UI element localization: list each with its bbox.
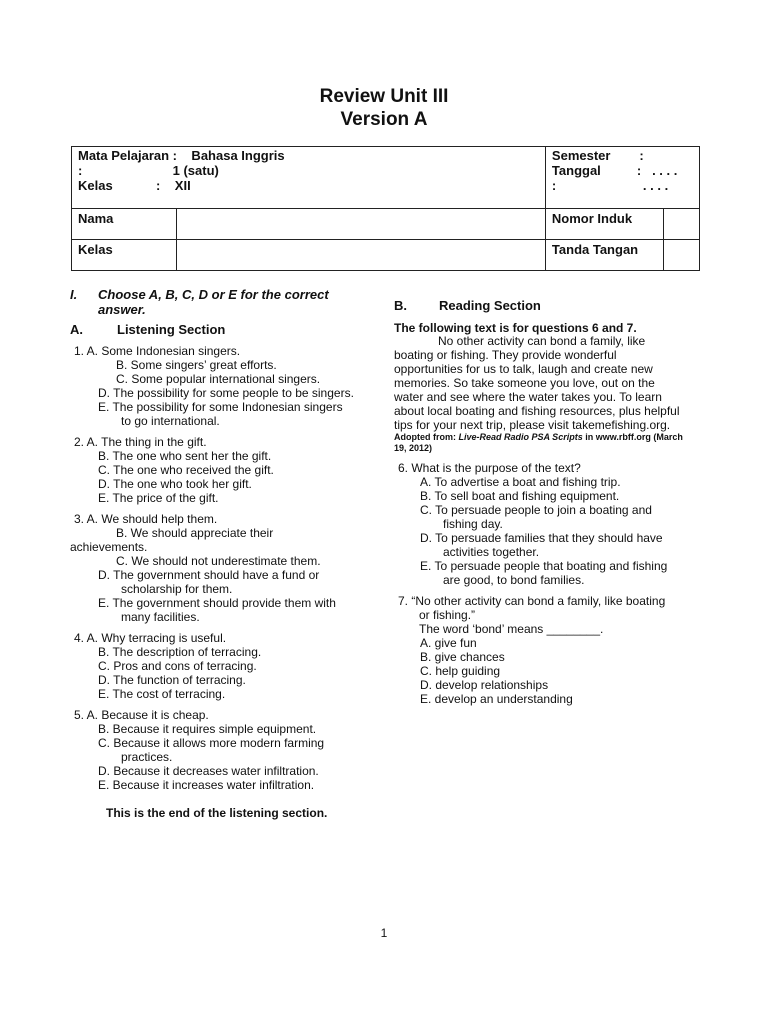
q7-option-d: D. develop relationships bbox=[420, 678, 549, 692]
q4-option-b: B. The description of terracing. bbox=[98, 645, 262, 659]
q1-option-e: E. The possibility for some Indonesian singers bbox=[98, 400, 343, 414]
passage-line-4: memories. So take someone you love, out on the bbox=[394, 376, 655, 390]
q6-stem: 6. What is the purpose of the text? bbox=[398, 461, 581, 475]
page-number: 1 bbox=[380, 926, 388, 940]
q6-option-c-cont: fishing day. bbox=[443, 517, 503, 531]
q7-option-c: C. help guiding bbox=[420, 664, 501, 678]
q5-option-b: B. Because it requires simple equipment. bbox=[98, 722, 317, 736]
passage-line-3: opportunities for us to talk, laugh and create new bbox=[394, 362, 653, 376]
student-number-label: Nomor Induk bbox=[545, 209, 663, 240]
passage-line-2: boating or fishing. They provide wonderful bbox=[394, 348, 617, 362]
reading-letter: B. bbox=[394, 298, 407, 313]
q6-option-a: A. To advertise a boat and fishing trip. bbox=[420, 475, 621, 489]
q1-option-a: 1. A. Some Indonesian singers. bbox=[74, 344, 241, 358]
q7-stem-3: The word ‘bond’ means ________. bbox=[419, 622, 604, 636]
blank-line: : . . . . bbox=[551, 178, 669, 193]
q5-option-c: C. Because it allows more modern farming bbox=[98, 736, 325, 750]
source-suffix: in www.rbff.org (March bbox=[582, 432, 683, 442]
q5-option-a: 5. A. Because it is cheap. bbox=[74, 708, 209, 722]
passage-source bbox=[394, 432, 683, 443]
q6-option-e: E. To persuade people that boating and fishing bbox=[420, 559, 668, 573]
source-title: Live-Read Radio PSA Scripts bbox=[458, 432, 583, 442]
signature-label: Tanda Tangan bbox=[545, 240, 663, 271]
q4-option-c: C. Pros and cons of terracing. bbox=[98, 659, 257, 673]
q6-option-d-cont: activities together. bbox=[443, 545, 540, 559]
q6-option-c: C. To persuade people to join a boating and bbox=[420, 503, 652, 517]
listening-heading: Listening Section bbox=[117, 322, 226, 337]
left-column bbox=[70, 0, 380, 1024]
subject-line: Mata Pelajaran : Bahasa Inggris bbox=[78, 148, 285, 163]
q7-option-a: A. give fun bbox=[420, 636, 477, 650]
q5-option-d: D. Because it decreases water infiltration. bbox=[98, 764, 319, 778]
q5-option-c-cont: practices. bbox=[121, 750, 173, 764]
right-column bbox=[392, 0, 710, 1024]
page-title: Review Unit III bbox=[319, 86, 449, 107]
q2-option-a: 2. A. The thing in the gift. bbox=[74, 435, 207, 449]
q4-option-a: 4. A. Why terracing is useful. bbox=[74, 631, 227, 645]
q7-stem-2: or fishing.” bbox=[419, 608, 476, 622]
listening-end-note: This is the end of the listening section. bbox=[106, 806, 328, 820]
q6-option-b: B. To sell boat and fishing equipment. bbox=[420, 489, 620, 503]
passage-line-7: tips for your next trip, please visit takemefishing.org. bbox=[394, 418, 671, 432]
reading-intro: The following text is for questions 6 and 7. bbox=[394, 321, 637, 335]
class-line: Kelas : XII bbox=[78, 178, 191, 193]
q3-option-b: B. We should appreciate their bbox=[116, 526, 274, 540]
class-level-line: : 1 (satu) bbox=[78, 163, 219, 178]
instruction-line-1: Choose A, B, C, D or E for the correct bbox=[98, 287, 329, 302]
q3-option-c: C. We should not underestimate them. bbox=[116, 554, 321, 568]
passage-line-5: water and see where the water takes you. To learn bbox=[394, 390, 662, 404]
page-subtitle: Version A bbox=[340, 109, 428, 130]
q3-option-e: E. The government should provide them with bbox=[98, 596, 336, 610]
q4-option-d: D. The function of terracing. bbox=[98, 673, 246, 687]
source-prefix: Adopted from: bbox=[394, 432, 459, 442]
q1-option-b: B. Some singers’ great efforts. bbox=[116, 358, 277, 372]
class-label: Kelas bbox=[72, 240, 177, 271]
q6-option-d: D. To persuade families that they should have bbox=[420, 531, 663, 545]
reading-heading: Reading Section bbox=[439, 298, 541, 313]
passage-line-1: No other activity can bond a family, like bbox=[438, 334, 646, 348]
q1-option-c: C. Some popular international singers. bbox=[116, 372, 321, 386]
q3-option-a: 3. A. We should help them. bbox=[74, 512, 218, 526]
q7-stem-1: 7. “No other activity can bond a family, like boating bbox=[398, 594, 666, 608]
q1-option-e-cont: to go international. bbox=[121, 414, 220, 428]
q2-option-c: C. The one who received the gift. bbox=[98, 463, 274, 477]
q3-option-e-cont: many facilities. bbox=[121, 610, 200, 624]
q3-option-b-cont: achievements. bbox=[70, 540, 148, 554]
q2-option-e: E. The price of the gift. bbox=[98, 491, 219, 505]
listening-letter: A. bbox=[70, 322, 83, 337]
q4-option-e: E. The cost of terracing. bbox=[98, 687, 226, 701]
q3-option-d-cont: scholarship for them. bbox=[121, 582, 233, 596]
section-number: I. bbox=[70, 287, 78, 302]
instruction-line-2: answer. bbox=[98, 302, 146, 317]
passage-source-date: 19, 2012) bbox=[394, 443, 433, 453]
q7-option-e: E. develop an understanding bbox=[420, 692, 573, 706]
passage-line-6: about local boating and fishing resources, plus helpful bbox=[394, 404, 680, 418]
name-label: Nama bbox=[72, 209, 177, 240]
semester-line: Semester : bbox=[551, 148, 644, 163]
q3-option-d: D. The government should have a fund or bbox=[98, 568, 320, 582]
q6-option-e-cont: are good, to bond families. bbox=[443, 573, 585, 587]
q2-option-d: D. The one who took her gift. bbox=[98, 477, 252, 491]
q7-option-b: B. give chances bbox=[420, 650, 505, 664]
q1-option-d: D. The possibility for some people to be singers. bbox=[98, 386, 354, 400]
date-line: Tanggal : . . . . bbox=[551, 163, 678, 178]
q5-option-e: E. Because it increases water infiltration. bbox=[98, 778, 315, 792]
q2-option-b: B. The one who sent her the gift. bbox=[98, 449, 272, 463]
